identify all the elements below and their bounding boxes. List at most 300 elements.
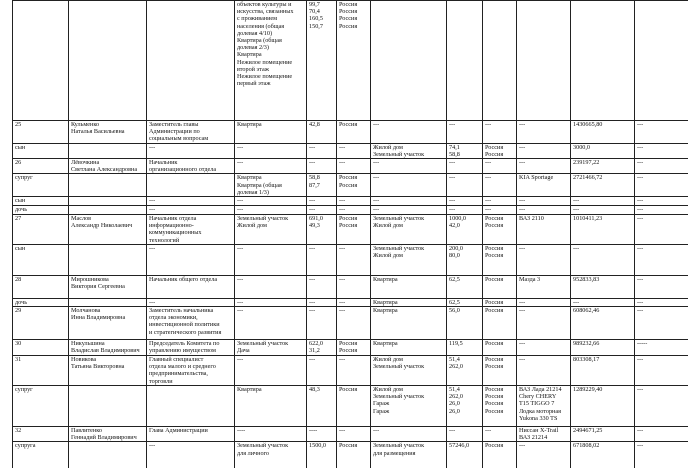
used-property-area-cell bbox=[447, 244, 483, 275]
cell-text-line: --- bbox=[339, 197, 346, 205]
row-number-cell bbox=[13, 275, 69, 298]
cell-text-line: 58,8 bbox=[309, 174, 320, 182]
cell-text-line: Россия bbox=[339, 15, 358, 23]
cell-text-line: --- bbox=[449, 174, 456, 182]
cell-text-line: Заместитель главы bbox=[149, 121, 199, 128]
cell-text-line: сын bbox=[15, 197, 26, 205]
cell-text-line: Лодка моторная bbox=[519, 407, 561, 415]
used-property-type-cell bbox=[371, 174, 447, 197]
transactions-cell bbox=[635, 386, 689, 427]
cell-text-line: --- bbox=[449, 159, 456, 167]
cell-text-line: --- bbox=[573, 244, 580, 252]
cell-text-line: --- bbox=[373, 427, 380, 435]
cell-text-line: Квартира bbox=[373, 298, 398, 306]
cell-text-line: --- bbox=[339, 159, 346, 167]
used-property-area-cell bbox=[447, 356, 483, 386]
transactions-cell bbox=[635, 1, 689, 121]
cell-text-line: первый этаж bbox=[237, 80, 271, 88]
cell-text-line: Нежилое помещение bbox=[237, 73, 293, 81]
used-property-type-cell bbox=[371, 159, 447, 174]
cell-text-line: --- bbox=[339, 307, 346, 315]
cell-text-line: ВАЗ 2110 bbox=[519, 215, 544, 223]
row-number-cell bbox=[13, 442, 69, 468]
full-name-cell bbox=[69, 215, 147, 245]
cell-text-line: --- bbox=[485, 427, 492, 435]
cell-text-line: --- bbox=[339, 244, 346, 252]
cell-text-line: 262,0 bbox=[449, 393, 463, 401]
cell-text-line: коммуникационных bbox=[149, 229, 202, 237]
cell-text-line: --- bbox=[373, 121, 380, 128]
transactions-cell bbox=[635, 206, 689, 215]
cell-text-line: Россия bbox=[339, 8, 358, 16]
used-property-country-cell bbox=[483, 307, 517, 340]
cell-text-line: KIA Sportage bbox=[519, 174, 554, 182]
cell-text-line: супруга bbox=[15, 442, 36, 450]
table-row bbox=[13, 197, 689, 206]
cell-text-line: Маслов bbox=[71, 215, 92, 223]
transactions-cell bbox=[635, 159, 689, 174]
cell-text-line: Нежилое помещение bbox=[237, 58, 293, 66]
used-property-area-cell bbox=[447, 275, 483, 298]
owned-property-country-cell bbox=[337, 340, 371, 356]
vehicles-cell bbox=[517, 307, 571, 340]
cell-text-line: --- bbox=[519, 206, 526, 214]
used-property-area-cell bbox=[447, 386, 483, 427]
cell-text-line: Дача bbox=[237, 347, 250, 355]
cell-text-line: Chery CHERY bbox=[519, 393, 557, 401]
cell-text-line: --- bbox=[637, 442, 644, 450]
cell-text-line: Россия bbox=[339, 174, 358, 182]
cell-text-line: для личного bbox=[237, 449, 270, 457]
used-property-country-cell bbox=[483, 386, 517, 427]
vehicles-cell bbox=[517, 174, 571, 197]
cell-text-line: 1289229,40 bbox=[573, 386, 603, 394]
transactions-cell bbox=[635, 275, 689, 298]
cell-text-line: Россия bbox=[485, 150, 504, 158]
cell-text-line: торговли bbox=[149, 377, 173, 385]
cell-text-line: --- bbox=[237, 356, 244, 364]
cell-text-line: 952833,83 bbox=[573, 275, 600, 283]
vehicles-cell bbox=[517, 298, 571, 306]
cell-text-line: --- bbox=[519, 307, 526, 315]
transactions-cell bbox=[635, 298, 689, 306]
cell-text-line: --- bbox=[485, 159, 492, 167]
cell-text-line: Россия bbox=[339, 222, 358, 230]
full-name-cell bbox=[69, 1, 147, 121]
cell-text-line: Гараж bbox=[373, 407, 390, 415]
used-property-country-cell bbox=[483, 1, 517, 121]
cell-text-line: 1430665,80 bbox=[573, 121, 603, 128]
cell-text-line: ---- bbox=[237, 427, 246, 435]
annual-income-cell bbox=[571, 206, 635, 215]
cell-text-line: --- bbox=[519, 121, 526, 128]
cell-text-line: --- bbox=[637, 275, 644, 283]
used-property-country-cell bbox=[483, 298, 517, 306]
cell-text-line: 608062,46 bbox=[573, 307, 600, 315]
cell-text-line: искусства, связанных bbox=[237, 8, 294, 16]
owned-property-area-cell bbox=[307, 159, 337, 174]
table-row bbox=[13, 275, 689, 298]
cell-text-line: Виктория Сергеевна bbox=[71, 283, 125, 291]
used-property-type-cell bbox=[371, 215, 447, 245]
cell-text-line: 62,5 bbox=[449, 275, 460, 283]
table-row bbox=[13, 356, 689, 386]
cell-text-line: --- bbox=[449, 206, 456, 214]
cell-text-line: --- bbox=[637, 307, 644, 315]
cell-text-line: Квартира (общая bbox=[237, 37, 282, 45]
owned-property-type-cell bbox=[235, 215, 307, 245]
full-name-cell bbox=[69, 244, 147, 275]
cell-text-line: Земельный участок bbox=[237, 442, 289, 450]
full-name-cell bbox=[69, 307, 147, 340]
owned-property-country-cell bbox=[337, 215, 371, 245]
cell-text-line: --- bbox=[519, 340, 526, 348]
vehicles-cell bbox=[517, 143, 571, 158]
full-name-cell bbox=[69, 197, 147, 206]
cell-text-line: управлению имуществом bbox=[149, 347, 216, 355]
cell-text-line: Кульменко bbox=[71, 121, 100, 128]
cell-text-line: Наталья Васильевна bbox=[71, 128, 125, 136]
cell-text-line: социальным вопросам bbox=[149, 135, 209, 143]
row-number-cell bbox=[13, 121, 69, 144]
cell-text-line: --- bbox=[339, 275, 346, 283]
cell-text-line: --- bbox=[485, 174, 492, 182]
cell-text-line: Жилой дом bbox=[373, 386, 403, 394]
cell-text-line: Молчанова bbox=[71, 307, 101, 315]
cell-text-line: 56,0 bbox=[449, 307, 460, 315]
cell-text-line: предпринимательства, bbox=[149, 370, 208, 378]
owned-property-country-cell bbox=[337, 206, 371, 215]
row-number-cell bbox=[13, 244, 69, 275]
cell-text-line: --- bbox=[485, 206, 492, 214]
cell-text-line: 3000,0 bbox=[573, 143, 591, 151]
transactions-cell bbox=[635, 215, 689, 245]
cell-text-line: --- bbox=[149, 244, 156, 252]
cell-text-line: 51,4 bbox=[449, 356, 460, 364]
vehicles-cell bbox=[517, 206, 571, 215]
cell-text-line: 29 bbox=[15, 307, 22, 315]
full-name-cell bbox=[69, 298, 147, 306]
annual-income-cell bbox=[571, 356, 635, 386]
position-cell bbox=[147, 307, 235, 340]
table-row bbox=[13, 215, 689, 245]
owned-property-area-cell bbox=[307, 298, 337, 306]
table-row bbox=[13, 174, 689, 197]
used-property-country-cell bbox=[483, 143, 517, 158]
cell-text-line: --- bbox=[519, 442, 526, 450]
used-property-area-cell bbox=[447, 159, 483, 174]
table-row bbox=[13, 298, 689, 306]
cell-text-line: --- bbox=[449, 121, 456, 128]
vehicles-cell bbox=[517, 275, 571, 298]
owned-property-type-cell bbox=[235, 121, 307, 144]
cell-text-line: --- bbox=[309, 197, 316, 205]
cell-text-line: --- bbox=[339, 298, 346, 306]
cell-text-line: объектов культуры и bbox=[237, 1, 292, 8]
owned-property-type-cell bbox=[235, 1, 307, 121]
cell-text-line: Россия bbox=[485, 307, 504, 315]
used-property-type-cell bbox=[371, 307, 447, 340]
cell-text-line: отдела малого и среднего bbox=[149, 363, 216, 371]
annual-income-cell bbox=[571, 143, 635, 158]
transactions-cell bbox=[635, 244, 689, 275]
cell-text-line: 27 bbox=[15, 215, 22, 223]
cell-text-line: --- bbox=[237, 307, 244, 315]
cell-text-line: 42,8 bbox=[309, 121, 320, 128]
cell-text-line: Жилой дом bbox=[373, 356, 403, 364]
owned-property-country-cell bbox=[337, 197, 371, 206]
used-property-country-cell bbox=[483, 215, 517, 245]
owned-property-type-cell bbox=[235, 174, 307, 197]
used-property-area-cell bbox=[447, 121, 483, 144]
owned-property-area-cell bbox=[307, 215, 337, 245]
cell-text-line: Земельный участок bbox=[237, 340, 289, 348]
cell-text-line: 80,0 bbox=[449, 252, 460, 260]
cell-text-line: Россия bbox=[339, 347, 358, 355]
owned-property-area-cell bbox=[307, 121, 337, 144]
used-property-type-cell bbox=[371, 356, 447, 386]
cell-text-line: Россия bbox=[339, 340, 358, 348]
cell-text-line: Россия bbox=[485, 143, 504, 151]
cell-text-line: Александр Николаевич bbox=[71, 222, 133, 230]
annual-income-cell bbox=[571, 215, 635, 245]
cell-text-line: --- bbox=[573, 206, 580, 214]
owned-property-area-cell bbox=[307, 244, 337, 275]
full-name-cell bbox=[69, 143, 147, 158]
owned-property-country-cell bbox=[337, 143, 371, 158]
transactions-cell bbox=[635, 143, 689, 158]
cell-text-line: 150,7 bbox=[309, 22, 323, 30]
cell-text-line: --- bbox=[309, 298, 316, 306]
annual-income-cell bbox=[571, 307, 635, 340]
cell-text-line: Квартира bbox=[373, 340, 398, 348]
cell-text-line: --- bbox=[149, 206, 156, 214]
owned-property-area-cell bbox=[307, 386, 337, 427]
transactions-cell bbox=[635, 197, 689, 206]
cell-text-line: 31 bbox=[15, 356, 22, 364]
used-property-area-cell bbox=[447, 206, 483, 215]
cell-text-line: Главный специалист bbox=[149, 356, 204, 364]
cell-text-line: --- bbox=[637, 121, 644, 128]
cell-text-line: Земельный участок bbox=[373, 393, 425, 401]
cell-text-line: населения (общая bbox=[237, 22, 285, 30]
cell-text-line: Россия bbox=[339, 215, 358, 223]
cell-text-line: организационного отдела bbox=[149, 166, 217, 174]
cell-text-line: Начальник bbox=[149, 159, 178, 167]
cell-text-line: 28 bbox=[15, 275, 22, 283]
owned-property-type-cell bbox=[235, 275, 307, 298]
cell-text-line: 622,0 bbox=[309, 340, 323, 348]
cell-text-line: для размещения bbox=[373, 449, 416, 457]
cell-text-line: --- bbox=[237, 197, 244, 205]
vehicles-cell bbox=[517, 442, 571, 468]
used-property-type-cell bbox=[371, 143, 447, 158]
cell-text-line: Россия bbox=[339, 386, 358, 394]
cell-text-line: Квартира bbox=[237, 51, 262, 59]
vehicles-cell bbox=[517, 427, 571, 442]
cell-text-line: Павлитенко bbox=[71, 427, 103, 435]
annual-income-cell bbox=[571, 121, 635, 144]
cell-text-line: 99,7 bbox=[309, 1, 320, 8]
cell-text-line: 26 bbox=[15, 159, 22, 167]
owned-property-area-cell bbox=[307, 275, 337, 298]
full-name-cell bbox=[69, 206, 147, 215]
cell-text-line: Россия bbox=[339, 442, 358, 450]
cell-text-line: 1500,0 bbox=[309, 442, 327, 450]
cell-text-line: 25 bbox=[15, 121, 22, 128]
used-property-area-cell bbox=[447, 340, 483, 356]
cell-text-line: Администрации по bbox=[149, 128, 200, 136]
cell-text-line: Квартира bbox=[237, 386, 262, 394]
table-row bbox=[13, 340, 689, 356]
row-number-cell bbox=[13, 143, 69, 158]
annual-income-cell bbox=[571, 298, 635, 306]
owned-property-country-cell bbox=[337, 386, 371, 427]
owned-property-type-cell bbox=[235, 143, 307, 158]
position-cell bbox=[147, 1, 235, 121]
transactions-cell bbox=[635, 340, 689, 356]
cell-text-line: --- bbox=[309, 143, 316, 151]
owned-property-country-cell bbox=[337, 307, 371, 340]
cell-text-line: --- bbox=[637, 143, 644, 151]
cell-text-line: 2721466,72 bbox=[573, 174, 603, 182]
used-property-type-cell bbox=[371, 206, 447, 215]
owned-property-area-cell bbox=[307, 197, 337, 206]
full-name-cell bbox=[69, 159, 147, 174]
cell-text-line: Начальник общего отдела bbox=[149, 275, 218, 283]
owned-property-area-cell bbox=[307, 442, 337, 468]
cell-text-line: супруг bbox=[15, 174, 33, 182]
cell-text-line: Инна Владимировна bbox=[71, 314, 126, 322]
cell-text-line: Россия bbox=[485, 363, 504, 371]
cell-text-line: Мирошникова bbox=[71, 275, 109, 283]
cell-text-line: --- bbox=[149, 442, 156, 450]
cell-text-line: --- bbox=[637, 197, 644, 205]
cell-text-line: --- bbox=[373, 206, 380, 214]
used-property-country-cell bbox=[483, 174, 517, 197]
cell-text-line: ВАЗ Лада 21214 bbox=[519, 386, 562, 394]
row-number-cell bbox=[13, 340, 69, 356]
declaration-income-table bbox=[12, 0, 688, 468]
owned-property-area-cell bbox=[307, 1, 337, 121]
cell-text-line: долевая 1/3) bbox=[237, 188, 269, 196]
cell-text-line: отдела экономики, bbox=[149, 314, 198, 322]
used-property-country-cell bbox=[483, 427, 517, 442]
owned-property-type-cell bbox=[235, 356, 307, 386]
owned-property-country-cell bbox=[337, 356, 371, 386]
cell-text-line: Никульшина bbox=[71, 340, 105, 348]
annual-income-cell bbox=[571, 275, 635, 298]
used-property-area-cell bbox=[447, 174, 483, 197]
cell-text-line: Квартира bbox=[373, 275, 398, 283]
owned-property-type-cell bbox=[235, 298, 307, 306]
cell-text-line: --- bbox=[573, 298, 580, 306]
row-number-cell bbox=[13, 206, 69, 215]
used-property-country-cell bbox=[483, 121, 517, 144]
cell-text-line: --- bbox=[573, 197, 580, 205]
cell-text-line: --- bbox=[237, 206, 244, 214]
cell-text-line: Россия bbox=[485, 222, 504, 230]
cell-text-line: 2494671,25 bbox=[573, 427, 603, 435]
used-property-area-cell bbox=[447, 442, 483, 468]
vehicles-cell bbox=[517, 197, 571, 206]
owned-property-area-cell bbox=[307, 307, 337, 340]
used-property-type-cell bbox=[371, 121, 447, 144]
row-number-cell bbox=[13, 197, 69, 206]
full-name-cell bbox=[69, 427, 147, 442]
cell-text-line: долевая 4/10) bbox=[237, 29, 273, 37]
owned-property-area-cell bbox=[307, 174, 337, 197]
row-number-cell bbox=[13, 298, 69, 306]
position-cell bbox=[147, 386, 235, 427]
cell-text-line: --- bbox=[519, 244, 526, 252]
cell-text-line: 239197,22 bbox=[573, 159, 600, 167]
used-property-area-cell bbox=[447, 215, 483, 245]
full-name-cell bbox=[69, 121, 147, 144]
cell-text-line: с проживанием bbox=[237, 15, 278, 23]
cell-text-line: Жилой дом bbox=[237, 222, 267, 230]
table-row bbox=[13, 307, 689, 340]
cell-text-line: --- bbox=[237, 298, 244, 306]
position-cell bbox=[147, 121, 235, 144]
cell-text-line: Россия bbox=[485, 400, 504, 408]
cell-text-line: второй этаж bbox=[237, 65, 269, 73]
cell-text-line: дочь bbox=[15, 298, 28, 306]
cell-text-line: --- bbox=[339, 143, 346, 151]
used-property-country-cell bbox=[483, 206, 517, 215]
used-property-type-cell bbox=[371, 340, 447, 356]
cell-text-line: Владислав Владимирович bbox=[71, 347, 140, 355]
cell-text-line: 691,0 bbox=[309, 215, 323, 223]
cell-text-line: Квартира bbox=[237, 121, 262, 128]
cell-text-line: Татьяна Викторовна bbox=[71, 363, 125, 371]
owned-property-type-cell bbox=[235, 197, 307, 206]
used-property-type-cell bbox=[371, 244, 447, 275]
owned-property-type-cell bbox=[235, 427, 307, 442]
cell-text-line: Жилой дом bbox=[373, 143, 403, 151]
owned-property-country-cell bbox=[337, 244, 371, 275]
cell-text-line: --- bbox=[637, 159, 644, 167]
position-cell bbox=[147, 340, 235, 356]
owned-property-type-cell bbox=[235, 206, 307, 215]
cell-text-line: 26,0 bbox=[449, 407, 460, 415]
cell-text-line: Жилой дом bbox=[373, 252, 403, 260]
cell-text-line: T15 TIGGO 7 bbox=[519, 400, 555, 408]
cell-text-line: Заместитель начальника bbox=[149, 307, 214, 315]
transactions-cell bbox=[635, 174, 689, 197]
annual-income-cell bbox=[571, 427, 635, 442]
cell-text-line: сын bbox=[15, 244, 26, 252]
cell-text-line: Земельный участок bbox=[237, 215, 289, 223]
row-number-cell bbox=[13, 159, 69, 174]
transactions-cell bbox=[635, 307, 689, 340]
cell-text-line: --- bbox=[237, 275, 244, 283]
used-property-area-cell bbox=[447, 427, 483, 442]
transactions-cell bbox=[635, 442, 689, 468]
cell-text-line: --- bbox=[637, 206, 644, 214]
owned-property-type-cell bbox=[235, 159, 307, 174]
cell-text-line: 48,3 bbox=[309, 386, 320, 394]
cell-text-line: 57246,0 bbox=[449, 442, 470, 450]
used-property-country-cell bbox=[483, 275, 517, 298]
row-number-cell bbox=[13, 386, 69, 427]
cell-text-line: Россия bbox=[485, 275, 504, 283]
used-property-type-cell bbox=[371, 197, 447, 206]
cell-text-line: 49,3 bbox=[309, 222, 320, 230]
position-cell bbox=[147, 206, 235, 215]
cell-text-line: --- bbox=[237, 143, 244, 151]
table-row bbox=[13, 442, 689, 468]
